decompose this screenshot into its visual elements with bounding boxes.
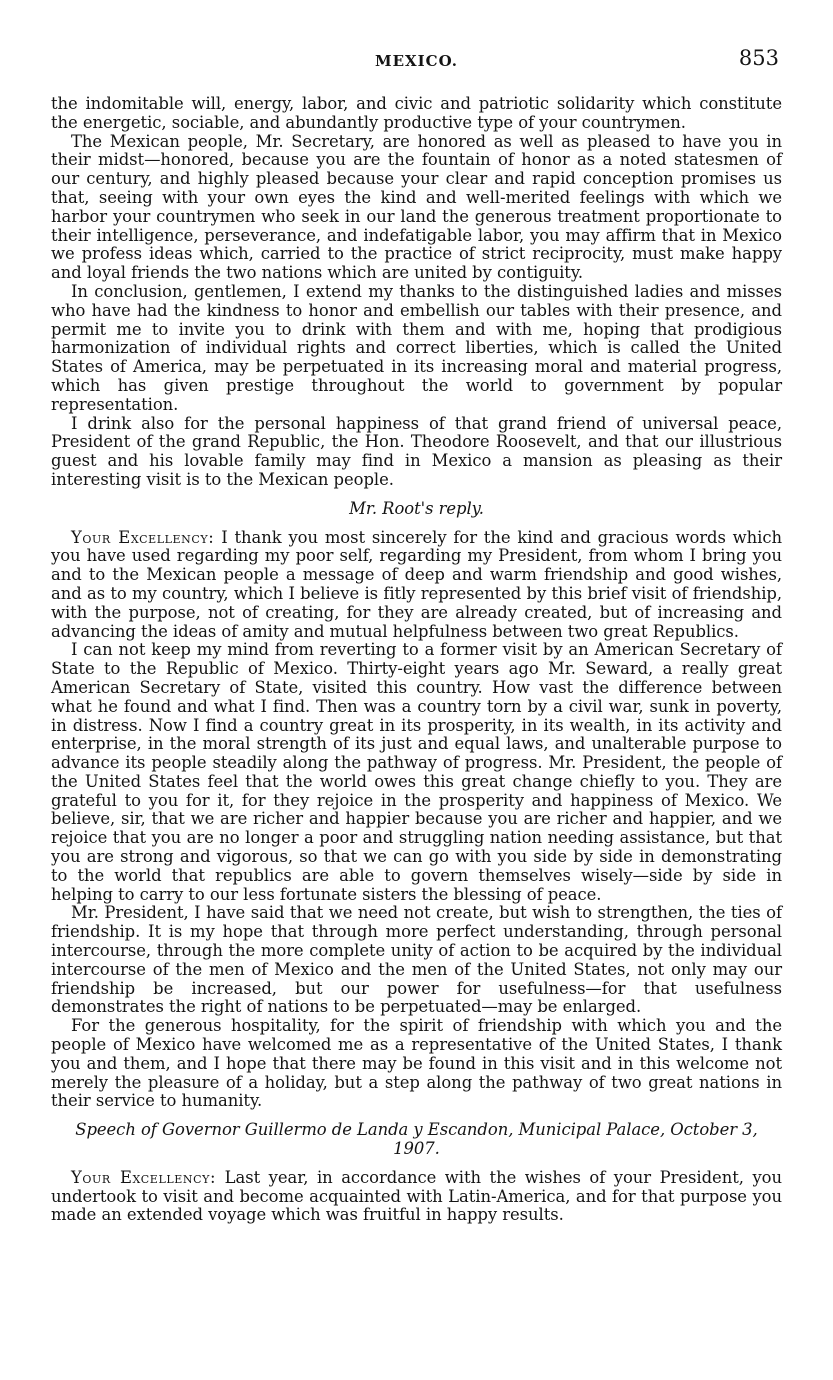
paragraph: Mr. President, I have said that we need not create, but wish to strengthen, the ties of friendship. It is my hope that through more perfect understanding, through personal intercourse, through the more complete unity of action to be acquired by the individual intercourse of the men of Mexico and the men of the United States, not only may our friendship be increased, but our power for usefulness—for that usefulness demonstrates the right of nations to be perpetuated—may be enlarged. <box>51 903 782 1017</box>
paragraph: I can not keep my mind from reverting to a former visit by an American Secretary of State to the Republic of Mexico. Thirty-eight years ago Mr. Seward, a really great American Secretary of State, visited this country. How vast the difference between what he found and what I find. Then was a country torn by a civil war, sunk in poverty, in distress. Now I find a country great in its prosperity, in its wealth, in its activity and enterprise, in the moral strength of its just and equal laws, and unalterable purpose to advance its people steadily along the pathway of progress. Mr. President, the people of the United States feel that the world owes this great change chiefly to you. They are grateful to you for it, for they rejoice in the prosperity and happiness of Mexico. We believe, sir, that we are richer and happier because you are richer and happier, and we rejoice that you are no longer a poor and struggling nation needing assistance, but that you are strong and vigorous, so that we can go with you side by side in demonstrating to the world that republics are able to govern themselves wisely—side by side in helping to carry to our less fortunate sisters the blessing of peace. <box>51 640 782 904</box>
paragraph-text: Last year, in accordance with the wishes of your President, you undertook to visit and become acquainted with Latin-America, and for that purpose you made an extended voyage which was fruitful in happy results. <box>51 1167 782 1225</box>
paragraph-reply-opening <box>51 529 782 642</box>
paragraph: For the generous hospitality, for the spirit of friendship with which you and the people of Mexico have welcomed me as a representative of the United States, I thank you and them, and I hope that there may be found in this visit and in this welcome not merely the pleasure of a holiday, but a step along the pathway of two great nations in their service to humanity. <box>51 1016 782 1111</box>
paragraph: In conclusion, gentlemen, I extend my thanks to the distinguished ladies and misses who have had the kindness to honor and embellish our tables with their presence, and permit me to invite you to drink with them and with me, hoping that prodigious harmonization of individual rights and correct liberties, which is called the United States of America, may be perpetuated in its increasing moral and material progress, which has given prestige throughout the world to government by popular representation. <box>51 281 782 414</box>
page-number: 853 <box>738 46 779 70</box>
salutation: Your Excellency: <box>71 527 215 547</box>
paragraph-continuation: the indomitable will, energy, labor, and civic and patriotic solidarity which constitute the energetic, sociable, and abundantly productive type of your countrymen. <box>51 94 782 132</box>
running-title: MEXICO. <box>374 52 459 70</box>
paragraph-text: I thank you most sincerely for the kind and gracious words which you have used regarding my poor self, regarding my President, from whom I bring you and to the Mexican people a message of deep and warm friendship and good wishes, and as to my country, which I believe is fitly represented by this brief visit of friendship, with the purpose, not of creating, for they are already created, but of increasing and advancing the ideas of amity and mutual helpfulness between two great Republics. <box>51 527 782 641</box>
section-heading-root-reply: Mr. Root's reply. <box>349 498 484 518</box>
paragraph: I drink also for the personal happiness of that grand friend of universal peace, President of the grand Republic, the Hon. Theodore Roosevelt, and that our illustrious guest and his lovable family may find in Mexico a mansion as pleasing as their interesting visit is to the Mexican people. <box>51 413 782 489</box>
section-heading-governor-speech: Speech of Governor Guillermo de Landa y Escandon, Municipal Palace, October 3, 1907. <box>75 1120 758 1159</box>
body-text <box>51 95 782 1225</box>
salutation: Your Excellency: <box>71 1167 217 1187</box>
paragraph-speech-opening <box>51 1169 782 1225</box>
paragraph: The Mexican people, Mr. Secretary, are honored as well as pleased to have you in their midst—honored, because you are the fountain of honor as a noted statesmen of our century, and highly pleased because your clear and rapid conception promises us that, seeing with your own eyes the kind and well-merited feelings with which we harbor your countrymen who seek in our land the generous treatment proportionate to their intelligence, perseverance, and indefatigable labor, you may affirm that in Mexico we profess ideas which, carried to the practice of strict reciprocity, must make happy and loyal friends the two nations which are united by contiguity. <box>51 131 782 283</box>
page-header <box>0 46 833 74</box>
